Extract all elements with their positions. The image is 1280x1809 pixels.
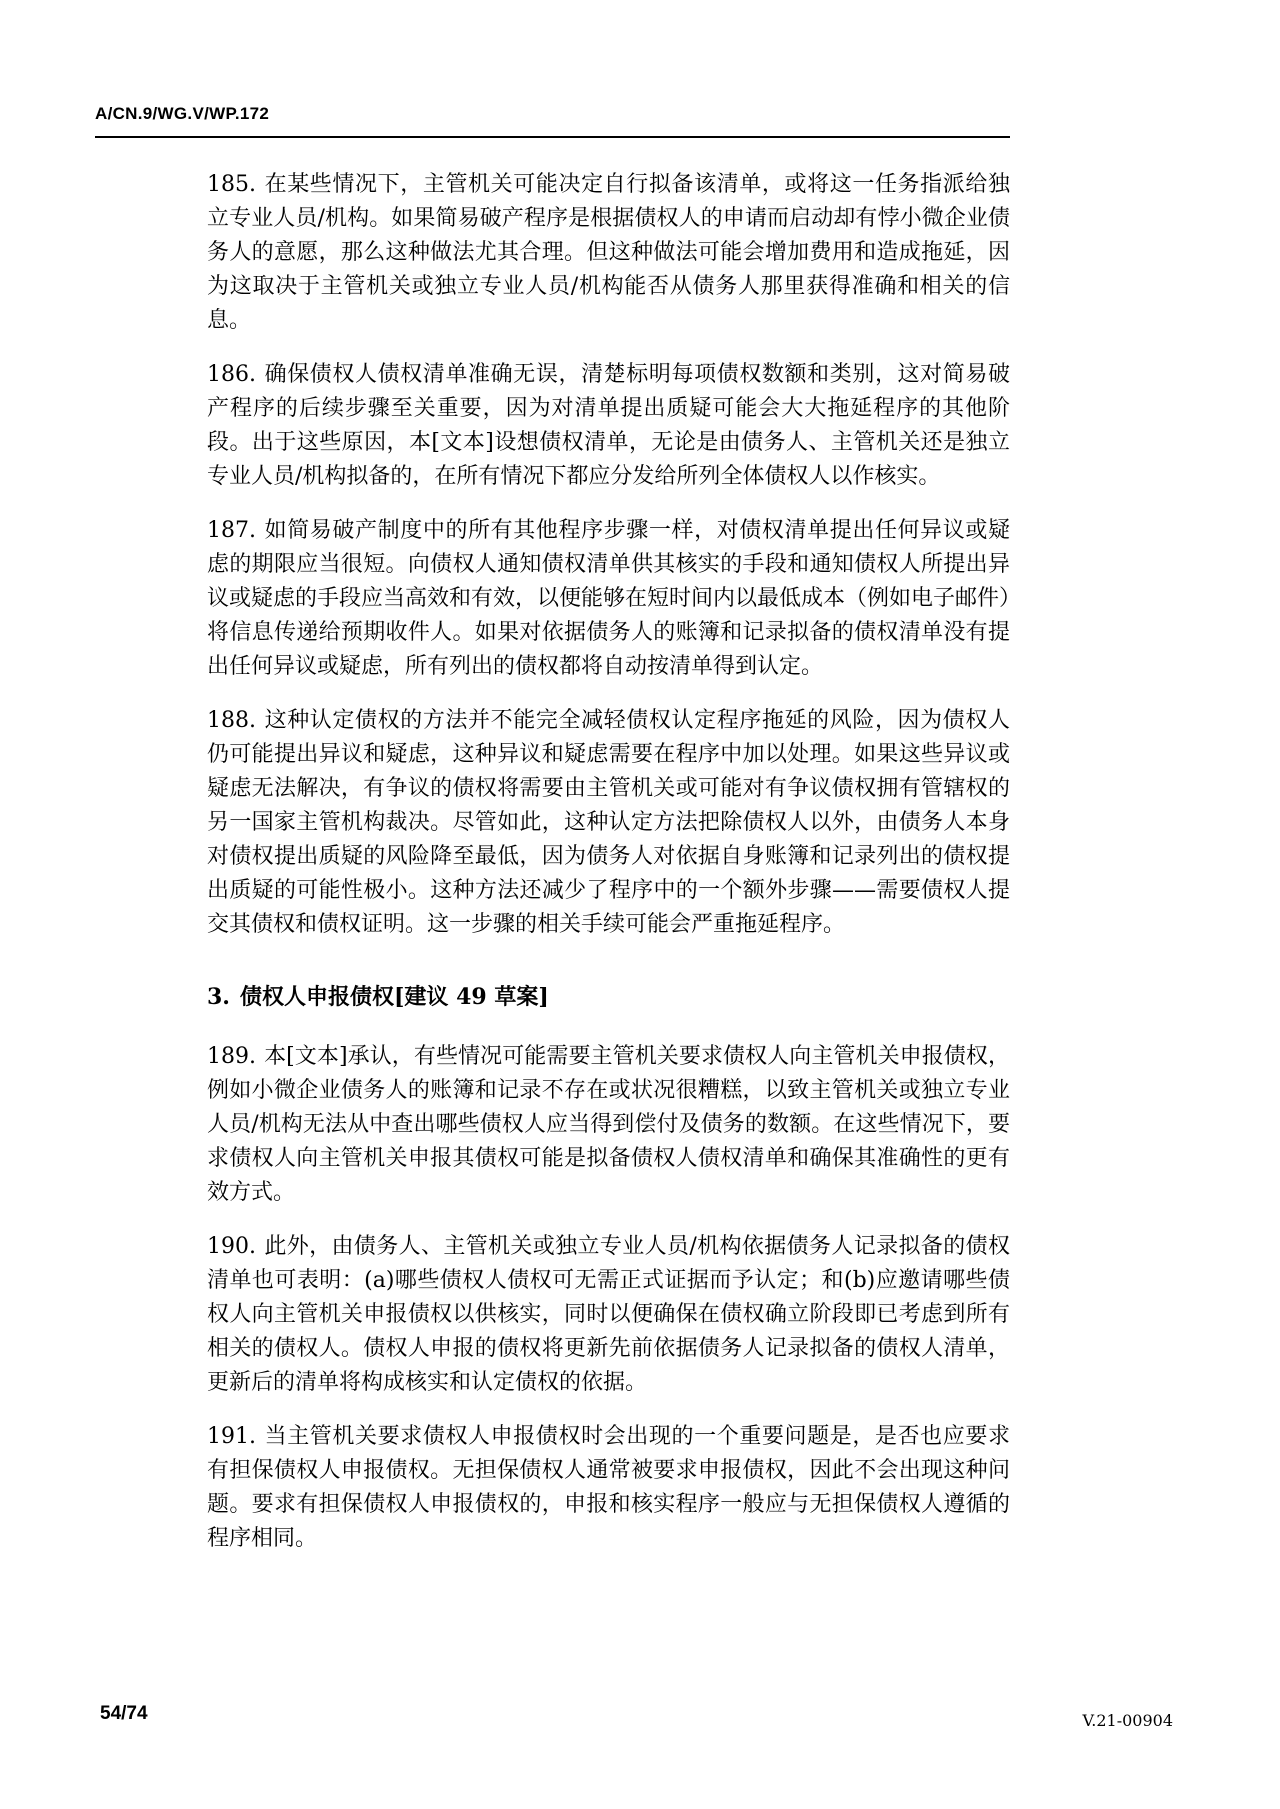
paragraph-text: 本[文本]承认，有些情况可能需要主管机关要求债权人向主管机关申报债权，例如小微企业债务人的账簿和记录不存在或状况很糟糕，以致主管机关或独立专业人员/机构无法从中查出哪些债权人应当得到偿付及债务的数额。在这些情况下，要求债权人向主管机关申报其债权可能是拟备债权人债权清单和确保其准确性的更有效方式。 (207, 1044, 1010, 1205)
paragraph-188 (207, 704, 1010, 942)
paragraph-number: 189. (207, 1044, 256, 1069)
paragraph-text: 当主管机关要求债权人申报债权时会出现的一个重要问题是，是否也应要求有担保债权人申报债权。无担保债权人通常被要求申报债权，因此不会出现这种问题。要求有担保债权人申报债权的，申报和核实程序一般应与无担保债权人遵循的程序相同。 (207, 1424, 1010, 1551)
section-title: 债权人申报债权[建议 49 草案] (240, 984, 549, 1010)
paragraph-number: 191. (207, 1424, 256, 1449)
paragraph-191 (207, 1420, 1010, 1556)
paragraph-190 (207, 1230, 1010, 1400)
document-symbol: A/CN.9/WG.V/WP.172 (95, 104, 270, 123)
paragraph-number: 188. (207, 708, 256, 733)
paragraph-number: 185. (207, 172, 256, 197)
footer-document-id: V.21-00904 (1082, 1711, 1173, 1730)
section-heading-3 (207, 980, 1010, 1014)
footer-page-number: 54/74 (100, 1703, 148, 1724)
paragraph-number: 186. (207, 362, 256, 387)
paragraph-text: 在某些情况下，主管机关可能决定自行拟备该清单，或将这一任务指派给独立专业人员/机构。如果简易破产程序是根据债权人的申请而启动却有悖小微企业债务人的意愿，那么这种做法尤其合理。但这种做法可能会增加费用和造成拖延，因为这取决于主管机关或独立专业人员/机构能否从债务人那里获得准确和相关的信息。 (207, 172, 1010, 333)
paragraph-185 (207, 168, 1010, 338)
paragraph-text: 确保债权人债权清单准确无误，清楚标明每项债权数额和类别，这对简易破产程序的后续步骤至关重要，因为对清单提出质疑可能会大大拖延程序的其他阶段。出于这些原因，本[文本]设想债权清单，无论是由债务人、主管机关还是独立专业人员/机构拟备的，在所有情况下都应分发给所列全体债权人以作核实。 (207, 362, 1010, 489)
paragraph-189 (207, 1040, 1010, 1210)
paragraph-text: 这种认定债权的方法并不能完全减轻债权认定程序拖延的风险，因为债权人仍可能提出异议和疑虑，这种异议和疑虑需要在程序中加以处理。如果这些异议或疑虑无法解决，有争议的债权将需要由主管机关或可能对有争议债权拥有管辖权的另一国家主管机构裁决。尽管如此，这种认定方法把除债权人以外，由债务人本身对债权提出质疑的风险降至最低，因为债务人对依据自身账簿和记录列出的债权提出质疑的可能性极小。这种方法还减少了程序中的一个额外步骤——需要债权人提交其债权和债权证明。这一步骤的相关手续可能会严重拖延程序。 (207, 708, 1010, 937)
section-number: 3. (207, 984, 230, 1010)
header-rule (95, 136, 1010, 138)
paragraph-text: 此外，由债务人、主管机关或独立专业人员/机构依据债务人记录拟备的债权清单也可表明：(a)哪些债权人债权可无需正式证据而予认定；和(b)应邀请哪些债权人向主管机关申报债权以供核实，同时以便确保在债权确立阶段即已考虑到所有相关的债权人。债权人申报的债权将更新先前依据债务人记录拟备的债权人清单，更新后的清单将构成核实和认定债权的依据。 (207, 1234, 1010, 1395)
paragraph-number: 190. (207, 1234, 256, 1259)
paragraph-186 (207, 358, 1010, 494)
paragraph-187 (207, 514, 1010, 684)
paragraph-text: 如简易破产制度中的所有其他程序步骤一样，对债权清单提出任何异议或疑虑的期限应当很短。向债权人通知债权清单供其核实的手段和通知债权人所提出异议或疑虑的手段应当高效和有效，以便能够在短时间内以最低成本（例如电子邮件）将信息传递给预期收件人。如果对依据债务人的账簿和记录拟备的债权清单没有提出任何异议或疑虑，所有列出的债权都将自动按清单得到认定。 (207, 518, 1011, 679)
document-body (207, 168, 1010, 1576)
paragraph-number: 187. (207, 518, 256, 543)
